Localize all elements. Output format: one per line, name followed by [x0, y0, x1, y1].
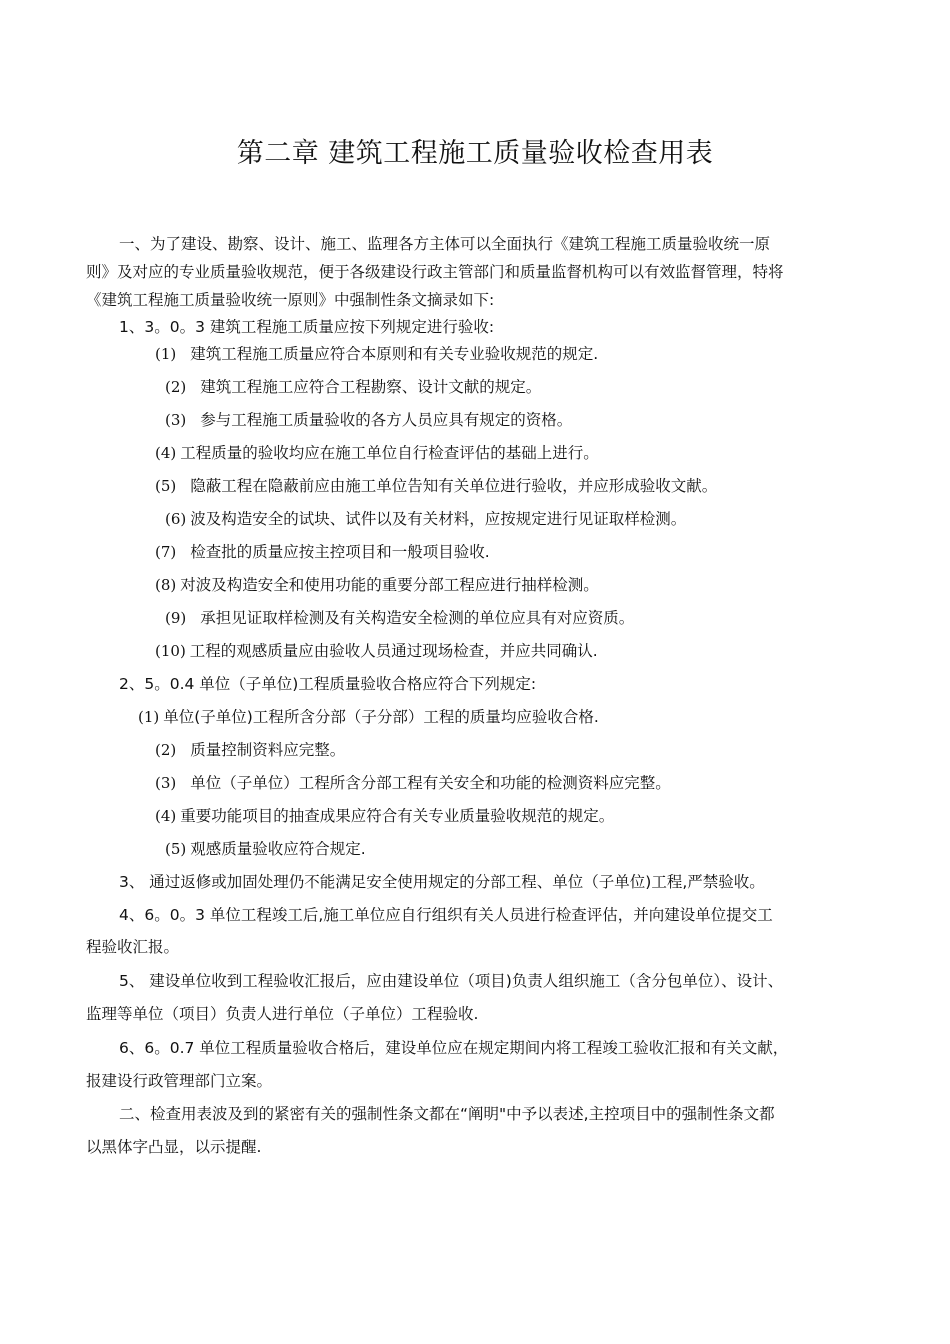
- chapter-title: 第二章 建筑工程施工质量验收检查用表: [236, 138, 714, 169]
- clause-4-line-1: 4、6。0。3 单位工程竣工后,施工单位应自行组织有关人员进行检查评估，并向建设单位提交工: [119, 906, 773, 924]
- item-number: (2): [155, 741, 177, 759]
- intro-line-1: 一、为了建设、勘察、设计、施工、监理各方主体可以全面执行《建筑工程施工质量验收统一原: [119, 235, 771, 253]
- clause-1-heading: 1、3。0。3 建筑工程施工质量应按下列规定进行验收:: [119, 318, 495, 336]
- clause-1-item: [155, 640, 598, 662]
- clause-2-item: [165, 838, 366, 860]
- item-text: 隐蔽工程在隐蔽前应由施工单位告知有关单位进行验收，并应形成验收文献。: [190, 477, 718, 495]
- clause-4-line-2: 程验收汇报。: [86, 938, 180, 956]
- item-text: 建筑工程施工质量应符合本原则和有关专业验收规范的规定.: [190, 345, 599, 363]
- item-text: 单位(子单位)工程所含分部（子分部）工程的质量均应验收合格.: [163, 708, 599, 726]
- item-number: (1): [155, 345, 177, 363]
- item-number: (5): [155, 477, 177, 495]
- intro-line-2: 则》及对应的专业质量验收规范，便于各级建设行政主管部门和质量监督机构可以有效监督管理，特将: [86, 263, 784, 281]
- item-text: 工程质量的验收均应在施工单位自行检查评估的基础上进行。: [180, 444, 599, 462]
- clause-3: 3、 通过返修或加固处理仍不能满足安全使用规定的分部工程、单位（子单位)工程,严禁验收。: [119, 873, 765, 891]
- item-text: 质量控制资料应完整。: [190, 741, 346, 759]
- clause-5-line-1: 5、 建设单位收到工程验收汇报后，应由建设单位（项目)负责人组织施工（含分包单位）、设计、: [119, 972, 784, 990]
- clause-1-item: [155, 475, 717, 497]
- clause-2-item: [138, 706, 599, 728]
- clause-1-item: [165, 607, 634, 629]
- item-number: (3): [165, 411, 187, 429]
- clause-1-item: [155, 574, 599, 596]
- item-number: (7): [155, 543, 177, 561]
- clause-2-item: [155, 805, 614, 827]
- item-text: 检查批的质量应按主控项目和一般项目验收.: [190, 543, 490, 561]
- section-2-line-2: 以黑体字凸显，以示提醒.: [86, 1138, 262, 1156]
- item-number: (9): [165, 609, 187, 627]
- clause-1-item: [155, 343, 598, 365]
- item-text: 建筑工程施工应符合工程勘察、设计文献的规定。: [200, 378, 542, 396]
- item-number: (5): [165, 840, 187, 858]
- item-number: (4): [155, 807, 177, 825]
- clause-2-heading: 2、5。0.4 单位（子单位)工程质量验收合格应符合下列规定:: [119, 675, 537, 693]
- item-text: 工程的观感质量应由验收人员通过现场检查，并应共同确认.: [189, 642, 598, 660]
- clause-6-line-2: 报建设行政管理部门立案。: [86, 1072, 273, 1090]
- clause-6-line-1: 6、6。0.7 单位工程质量验收合格后，建设单位应在规定期间内将工程竣工验收汇报和有关文献，: [119, 1039, 789, 1057]
- clause-1-item: [155, 541, 490, 563]
- clause-5-line-2: 监理等单位（项目）负责人进行单位（子单位）工程验收.: [86, 1005, 479, 1023]
- item-text: 波及构造安全的试块、试件以及有关材料，应按规定进行见证取样检测。: [190, 510, 687, 528]
- clause-1-item: [165, 508, 686, 530]
- item-text: 观感质量验收应符合规定.: [190, 840, 366, 858]
- clause-2-item: [155, 772, 671, 794]
- item-number: (6): [165, 510, 187, 528]
- item-text: 重要功能项目的抽查成果应符合有关专业质量验收规范的规定。: [180, 807, 615, 825]
- item-number: (8): [155, 576, 177, 594]
- item-number: (1): [138, 708, 160, 726]
- item-number: (10): [155, 642, 186, 660]
- intro-line-3: 《建筑工程施工质量验收统一原则》中强制性条文摘录如下:: [86, 291, 495, 309]
- item-text: 单位（子单位）工程所含分部工程有关安全和功能的检测资料应完整。: [190, 774, 671, 792]
- item-text: 对波及构造安全和使用功能的重要分部工程应进行抽样检测。: [180, 576, 599, 594]
- item-number: (4): [155, 444, 177, 462]
- item-text: 参与工程施工质量验收的各方人员应具有规定的资格。: [200, 411, 573, 429]
- item-number: (3): [155, 774, 177, 792]
- clause-2-item: [155, 739, 345, 761]
- clause-1-item: [155, 442, 599, 464]
- item-text: 承担见证取样检测及有关构造安全检测的单位应具有对应资质。: [200, 609, 635, 627]
- item-number: (2): [165, 378, 187, 396]
- clause-1-item: [165, 376, 541, 398]
- clause-1-item: [165, 409, 572, 431]
- section-2-line-1: 二、检查用表波及到的紧密有关的强制性条文都在“阐明"中予以表述,主控项目中的强制性条文都: [119, 1105, 775, 1123]
